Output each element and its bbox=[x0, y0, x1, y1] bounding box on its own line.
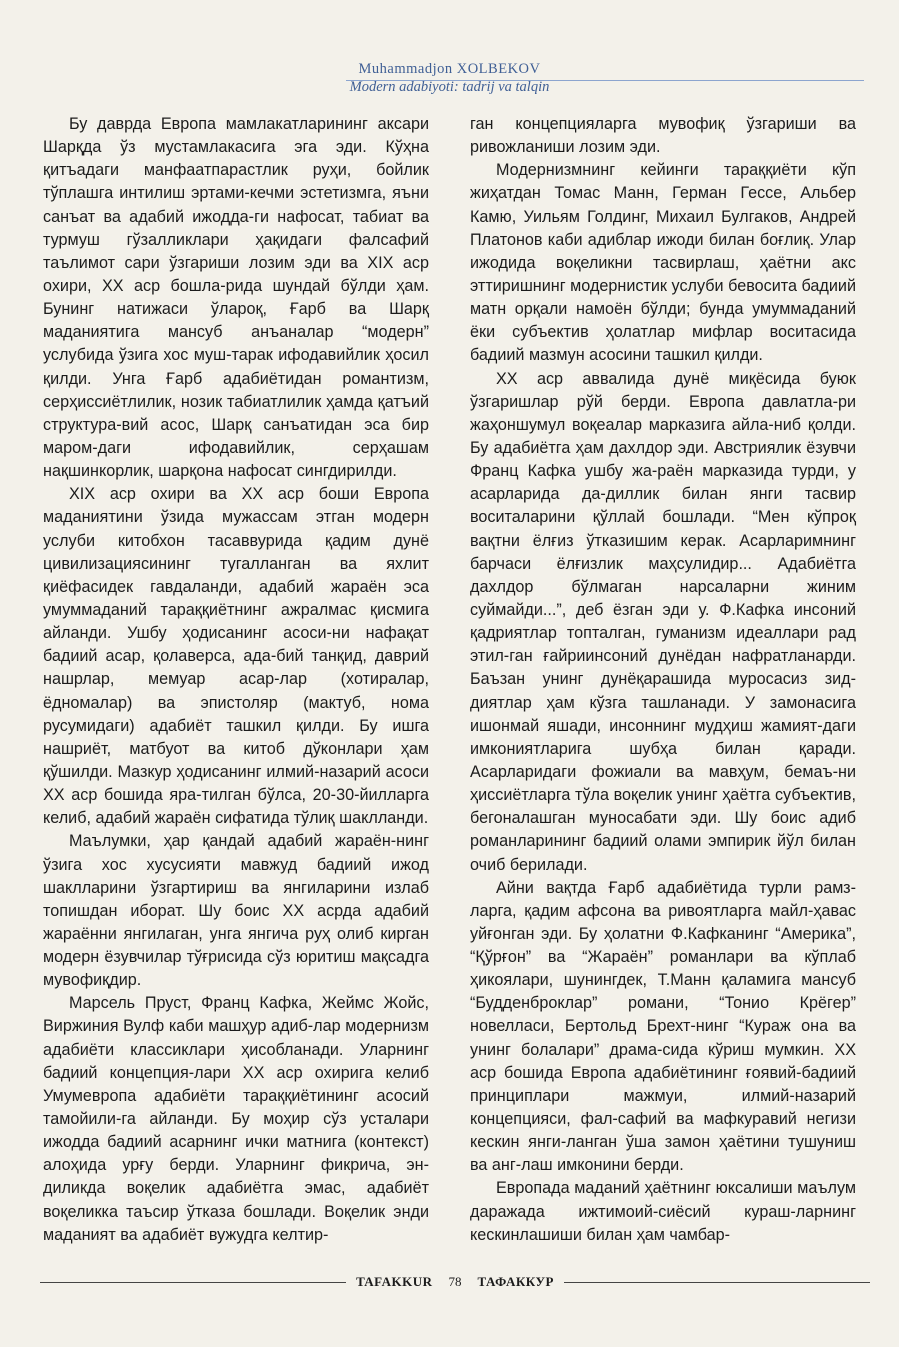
paragraph: Европада маданий ҳаётнинг юксалиши маълум даражада ижтимоий-сиёсий кураш-ларнинг кескинлашиши билан ҳам чамбар- bbox=[470, 1179, 856, 1244]
paragraph: Марсель Пруст, Франц Кафка, Жеймс Жойс, Виржиния Вулф каби машҳур адиб-лар модернизм адабиёти классиклари ҳисобланади. Уларнинг бадиий концепция-лари XX аср охирига келиб Умумевропа адабиёти тараққиётининг асосий тамойили-га айланди. Бу моҳир сўз усталари ижодда бадиий асарнинг ички матнига (контекст) алоҳида урғу берди. Уларнинг фикрича, эн-диликда воқелик адабиётга эмас, адабиёт воқеликка таъсир ўтказа бошлади. Воқелик энди маданият ва адабиёт вужудга келтир- bbox=[43, 994, 429, 1244]
right-column bbox=[470, 113, 856, 1247]
footer-journal-latin: TAFAKKUR bbox=[356, 1274, 433, 1289]
paragraph: Модернизмнинг кейинги тараққиёти кўп жиҳатдан Томас Манн, Герман Гессе, Альбер Камю, Уильям Голдинг, Михаил Булгаков, Андрей Платонов каби адиблар ижоди билан боғлиқ. Улар ижодида воқеликни тасвирлаш, ҳаётни акс эттиришнинг модернистик услуби бевосита бадиий матн орқали намоён бўлди; бунда умуммаданий ёки субъектив ҳолатлар мифлар воситасида бадиий мазмун асосини ташкил қилди. bbox=[470, 161, 856, 365]
footer-rule-left bbox=[40, 1282, 346, 1283]
paragraph: XIX аср охири ва XX аср боши Европа маданиятини ўзида мужассам этган модерн услуби китобхон тасаввурида қадим дунё цивилизациясининг тугалланган ва яхлит қиёфасидек гавдаланди, адабий жараён эса умуммаданий тараққиётнинг ажралмас қисмига айланди. Ушбу ҳодисанинг асоси-ни нафақат бадиий асар, қолаверса, ада-бий танқид, даврий нашрлар, мемуар асар-лар (хотиралар, ёдномалар) ва эпистоляр (мактуб, нома русумидаги) адабиёт ташкил қилди. Бу ишга нашриёт, матбуот ва китоб дўконлари ҳам қўшилди. Мазкур ҳодисанинг илмий-назарий асоси XX аср бошида яра-тилган бўлса, 20-30-йилларга келиб, адабий жараён сифатида тўлиқ шаклланди. bbox=[43, 485, 429, 828]
paragraph: XX аср аввалида дунё миқёсида буюк ўзгаришлар рўй берди. Европа давлатла-ри жаҳоншумул воқеалар марказига айла-ниб қолди. Бу адабиётга ҳам дахлдор эди. Австриялик ёзувчи Франц Кафка ушбу жа-раён марказида турди, у асарларида да-диллик билан янги тасвир воситаларини қўллай бошлади. “Мен кўпроқ вақтни ёлғиз ўтказишим керак. Асарларимнинг барчаси ёлғизлик маҳсулидир... Адабиётга дахлдор бўлмаган нарсаларни жиним суймайди...”, деб ёзган эди у. Ф.Кафка инсоний қадриятлар топталган, гуманизм идеаллари рад этил-ган ғайриинсоний дунёдан нафратланарди. Баъзан унинг дунёқарашида муросасиз зид-диятлар ҳам кўзга ташланади. У замонасига ишонмай яшади, инсоннинг мудҳиш жамият-даги имкониятларига шубҳа билан қаради. Асарларидаги фожиали ва мавҳум, бемаъ-ни ҳиссиётларга тўла воқелик унинг ҳаётга субъектив, бегоналашган муносабати эди. Шу боис адиб романларининг бадиий олами эмпирик йўл билан очиб берилади. bbox=[470, 369, 856, 874]
header-author: Muhammadjon XOLBEKOV bbox=[358, 61, 541, 77]
paragraph: Бу даврда Европа мамлакатларининг аксари Шарқда ўз мустамлакасига эга эди. Кўҳна қитъадаги манфаатпарастлик руҳи, бойлик тўплашга интилиш эртами-кечми эстетизмга, яъни санъат ва адабий ижодда-ги нафосат, табиат ва турмуш гўзалликлари ҳақидаги фалсафий таълимот сари ўзгариши лозим эди ва XIX аср охири, XX аср бошла-рида шундай бўлди ҳам. Бунинг натижаси ўлароқ, Ғарб ва Шарқ маданиятига мансуб анъаналар “модерн” услубида ўзига хос муш-тарак ифодавийлик ҳосил қилди. Унга Ғарб адабиётидан романтизм, серҳиссиётлилик, нозик табиатлилик ҳамда қатъий структура-вий асос, Шарқ санъатидан эса бир маром-даги ифодавийлик, серҳашам нақшинкорлик, шарқона нафосат сингдирилди. bbox=[43, 115, 429, 481]
header-subtitle: Modern adabiyoti: tadrij va talqin bbox=[349, 79, 550, 95]
paragraph: Маълумки, ҳар қандай адабий жараён-нинг ўзига хос хусусияти мавжуд бадиий ижод шаклларини ўзгартириш ва янгиларини излаб топишдан иборат. Шу боис XX асрда адабий жараённи янгилаган, унга янгича руҳ олиб кирган модерн ёзувчилар тўғрисида сўз юритиш мақсадга мувофиқдир. bbox=[43, 832, 429, 990]
page-number: 78 bbox=[448, 1274, 462, 1289]
paragraph-continuation: ган концепцияларга мувофиқ ўзгариши ва ривожланиши лозим эди. bbox=[470, 115, 856, 157]
paragraph: Айни вақтда Ғарб адабиётида турли рамз-ларга, қадим афсона ва ривоятларга майл-ҳавас уйғонган эди. Бу ҳолатни Ф.Кафканинг “Америка”, “Қўрғон” ва “Жараён” романлари ва кўплаб ҳикоялари, шунингдек, Т.Манн қаламига мансуб “Будденброклар” романи, “Тонио Крёгер” новелласи, Бертольд Брехт-нинг “Кураж она ва унинг болалари” драма-сида кўриш мумкин. XX аср бошида Европа адабиётининг ғоявий-бадиий принциплари мажмуи, илмий-назарий концепцияси, фал-сафий ва мафкуравий негизи кескин янги-ланган ўша замон ҳаётини тушуниш ва анг-лаш имконини берди. bbox=[470, 878, 856, 1175]
footer-rule-right bbox=[564, 1282, 870, 1283]
running-header bbox=[0, 60, 899, 96]
left-column bbox=[43, 113, 429, 1247]
page-footer bbox=[40, 1272, 870, 1292]
footer-journal-cyrillic: ТАФАККУР bbox=[477, 1274, 554, 1289]
